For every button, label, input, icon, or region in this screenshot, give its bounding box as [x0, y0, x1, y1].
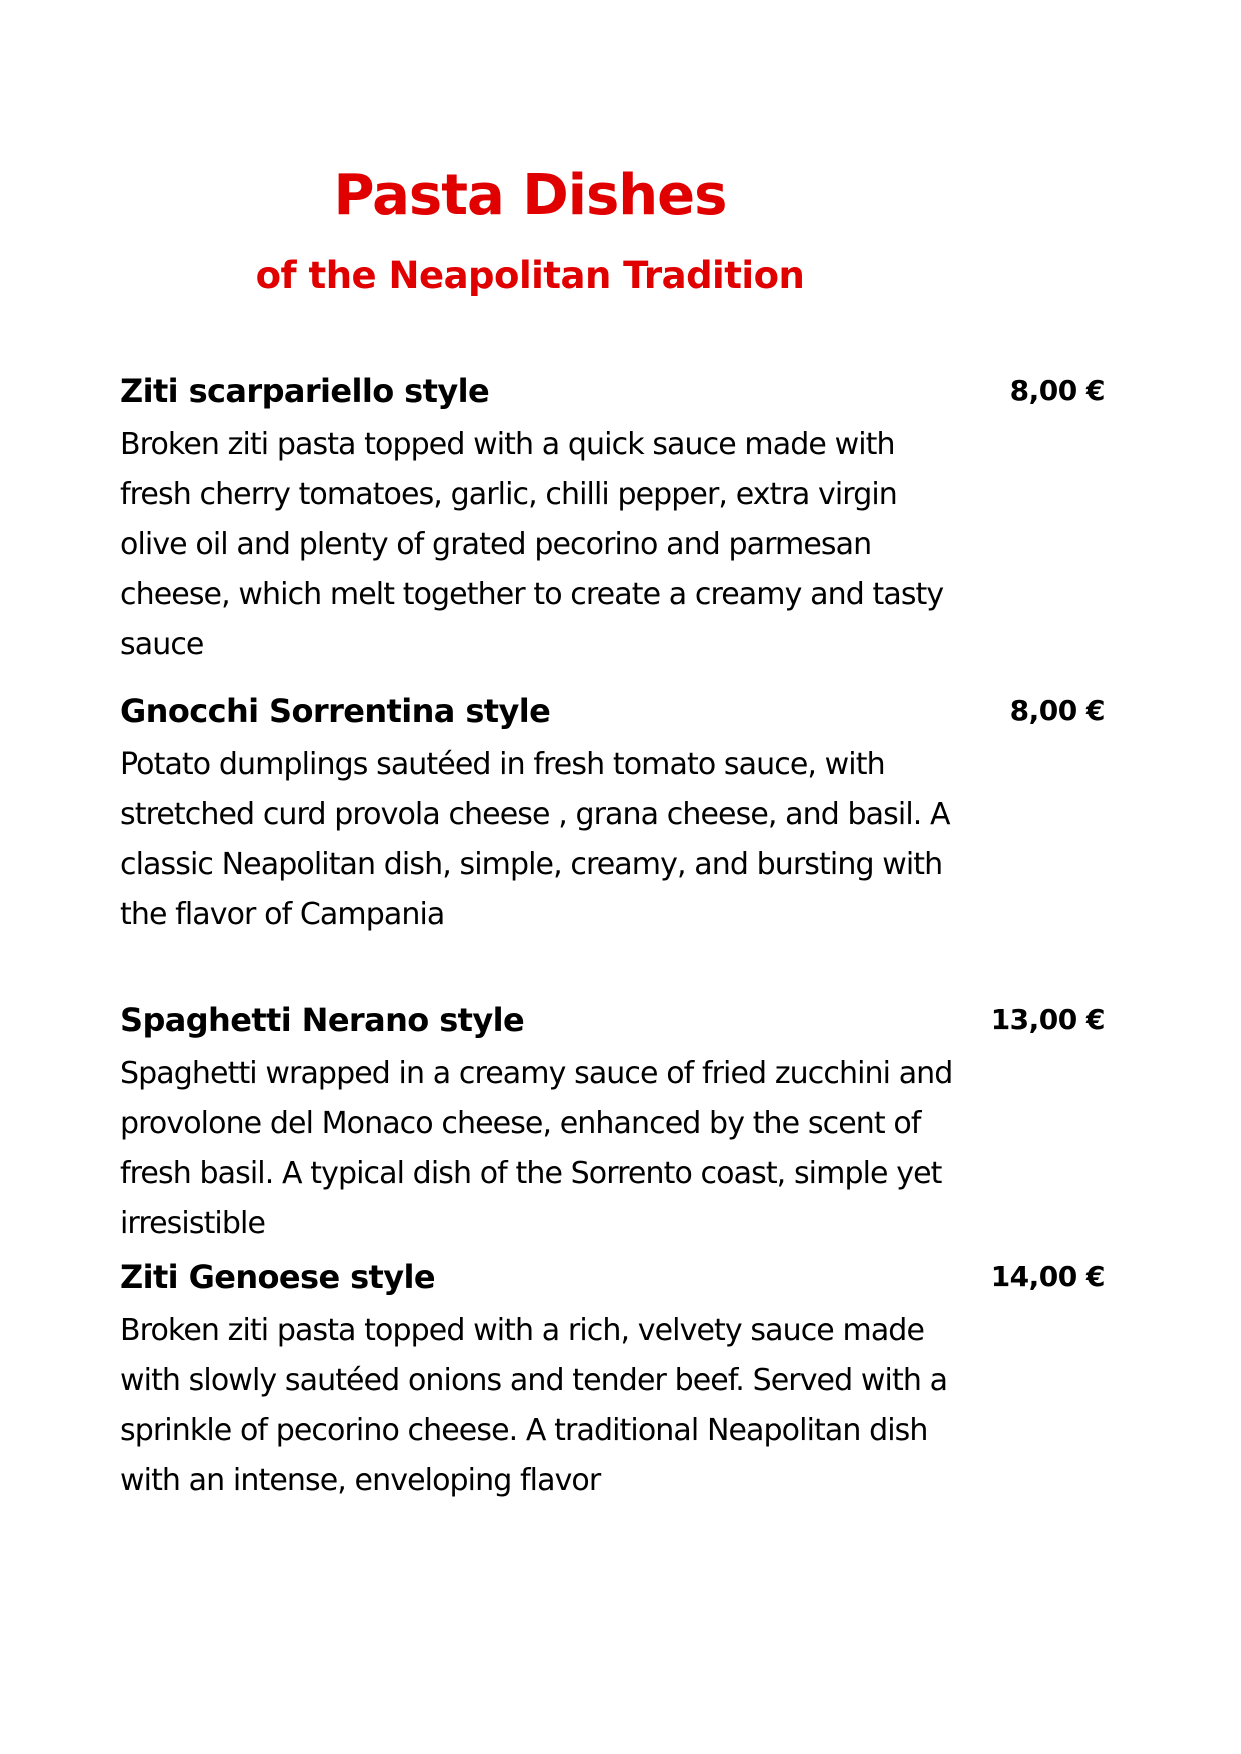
page-subtitle: of the Neapolitan Tradition — [255, 254, 805, 297]
menu-item-description: Broken ziti pasta topped with a rich, velvety sauce made with slowly sautéed onions and tender beef. Served with a sprinkle of pecorino cheese. A traditional Neapolitan dish with an intense, enveloping flavor — [120, 1313, 948, 1498]
menu-item — [120, 368, 1120, 670]
menu-item-name: Ziti scarpariello style — [120, 372, 490, 410]
menu-item-name: Spaghetti Nerano style — [120, 1001, 525, 1039]
page-title: Pasta Dishes — [333, 163, 727, 228]
menu-item — [120, 997, 1120, 1249]
menu-item-name: Gnocchi Sorrentina style — [120, 692, 551, 730]
menu-item — [120, 688, 1120, 940]
menu-item-price: 13,00 € — [990, 1003, 1105, 1036]
menu-item-name: Ziti Genoese style — [120, 1258, 435, 1296]
menu-item-price: 8,00 € — [1009, 374, 1105, 407]
menu-item-price: 8,00 € — [1009, 694, 1105, 727]
menu-item-description: Broken ziti pasta topped with a quick sauce made with fresh cherry tomatoes, garlic, chilli pepper, extra virgin olive oil and plenty of grated pecorino and parmesan cheese, which melt together to create a creamy and tasty sauce — [120, 427, 944, 662]
menu-item — [120, 1254, 1120, 1506]
menu-item-description: Potato dumplings sautéed in fresh tomato sauce, with stretched curd provola cheese , grana cheese, and basil. A classic Neapolitan dish, simple, creamy, and bursting with the flavor of Campania — [120, 747, 950, 932]
menu-item-price: 14,00 € — [990, 1260, 1105, 1293]
menu-item-description: Spaghetti wrapped in a creamy sauce of fried zucchini and provolone del Monaco cheese, enhanced by the scent of fresh basil. A typical dish of the Sorrento coast, simple yet irresistible — [120, 1056, 953, 1241]
